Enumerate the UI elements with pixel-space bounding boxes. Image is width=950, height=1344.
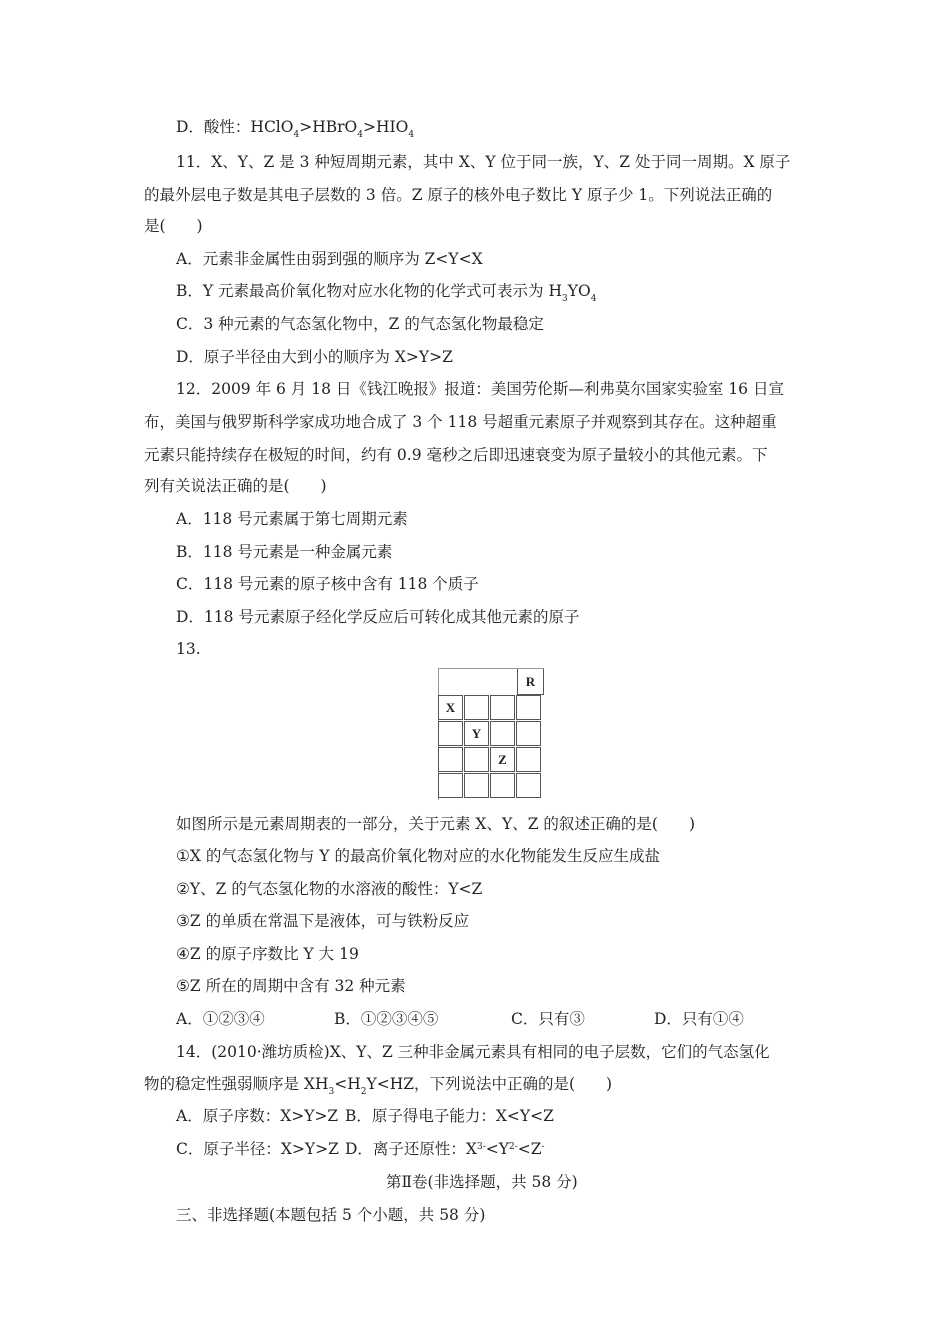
q12-option-c: C．118 号元素的原子核中含有 118 个质子: [176, 575, 479, 593]
q14-option-b: B．原子得电子能力：X<Y<Z: [345, 1107, 554, 1125]
q12-stem-line3: 元素只能持续存在极短的时间，约有 0.9 毫秒之后即迅速衰变为原子量较小的其他元素。下: [144, 446, 768, 464]
q13-option-b: B．①②③④⑤: [334, 1010, 439, 1028]
grid-cell: [464, 695, 489, 720]
grid-cell: [438, 747, 463, 772]
grid-cell-r: R: [517, 668, 544, 695]
q13-statement-2: ②Y、Z 的气态氢化物的水溶液的酸性：Y<Z: [176, 880, 483, 898]
q11-stem-line2: 的最外层电子数是其电子层数的 3 倍。Z 原子的核外电子数比 Y 原子少 1。下列说法正确的: [144, 186, 773, 204]
q14-option-d: D．离子还原性：$X^{3-}<Y^{2-}<Z^-$: [345, 1140, 545, 1158]
grid-cell-x: X: [438, 695, 463, 720]
grid-cell: [490, 721, 515, 746]
q14-option-a: A．原子序数：X>Y>Z: [176, 1107, 339, 1125]
q14-stem-line1: 14．(2010·潍坊质检)X、Y、Z 三种非金属元素具有相同的电子层数，它们的气态氢化: [176, 1043, 770, 1061]
q11-stem-line3: 是( ): [144, 217, 203, 235]
grid-cell: [516, 721, 541, 746]
q13-option-c: C．只有③: [511, 1010, 585, 1028]
section-2-title: 第Ⅱ卷(非选择题，共 58 分): [386, 1173, 578, 1191]
grid-cell: [516, 773, 541, 798]
q11-option-b: B．Y 元素最高价氧化物对应水化物的化学式可表示为 $H_3YO_4$: [176, 282, 597, 304]
q14-option-c: C．原子半径：X>Y>Z: [176, 1140, 339, 1158]
q12-stem-line2: 布，美国与俄罗斯科学家成功地合成了 3 个 118 号超重元素原子并观察到其存在。这种超重: [144, 413, 777, 431]
grid-cell: [464, 773, 489, 798]
q13-statement-4: ④Z 的原子序数比 Y 大 19: [176, 945, 359, 963]
grid-cell-z: Z: [490, 747, 515, 772]
q11-option-d: D．原子半径由大到小的顺序为 X>Y>Z: [176, 348, 453, 366]
grid-cell: [438, 721, 463, 746]
periodic-table-fragment: [438, 668, 544, 800]
q13-option-d: D．只有①④: [654, 1010, 744, 1028]
grid-cell-y: Y: [464, 721, 489, 746]
q12-option-d: D．118 号元素原子经化学反应后可转化成其他元素的原子: [176, 608, 580, 626]
q11-stem-line1: 11．X、Y、Z 是 3 种短周期元素，其中 X、Y 位于同一族，Y、Z 处于同一周期。X 原子: [176, 153, 791, 171]
grid-cell: [516, 695, 541, 720]
q14-stem-line2: 物的稳定性强弱顺序是 $XH_3<H_2Y<HZ$，下列说法中正确的是( ): [144, 1075, 613, 1097]
grid-cell: [438, 773, 463, 798]
q12-stem-line4: 列有关说法正确的是( ): [144, 477, 327, 495]
q11-option-a: A．元素非金属性由弱到强的顺序为 Z<Y<X: [176, 250, 483, 268]
grid-cell: [464, 747, 489, 772]
q12-stem-line1: 12．2009 年 6 月 18 日《钱江晚报》报道：美国劳伦斯—利弗莫尔国家实验室 16 日宣: [176, 380, 784, 398]
q12-option-a: A．118 号元素属于第七周期元素: [176, 510, 408, 528]
q13-number: 13.: [176, 640, 201, 658]
q13-statement-1: ①X 的气态氢化物与 Y 的最高价氧化物对应的水化物能发生反应生成盐: [176, 847, 660, 865]
q13-option-a: A．①②③④: [176, 1010, 265, 1028]
grid-cell: [516, 747, 541, 772]
q12-option-b: B．118 号元素是一种金属元素: [176, 543, 393, 561]
grid-cell: [490, 695, 515, 720]
q13-stem: 如图所示是元素周期表的一部分，关于元素 X、Y、Z 的叙述正确的是( ): [176, 815, 695, 833]
part-3-heading: 三、非选择题(本题包括 5 个小题，共 58 分): [176, 1206, 486, 1224]
q10-option-d: D．酸性：$HClO_4>HBrO_4>HIO_4$: [176, 118, 415, 140]
q13-statement-5: ⑤Z 所在的周期中含有 32 种元素: [176, 977, 406, 995]
grid-cell: [490, 773, 515, 798]
q13-statement-3: ③Z 的单质在常温下是液体，可与铁粉反应: [176, 912, 470, 930]
q11-option-c: C．3 种元素的气态氢化物中，Z 的气态氢化物最稳定: [176, 315, 544, 333]
